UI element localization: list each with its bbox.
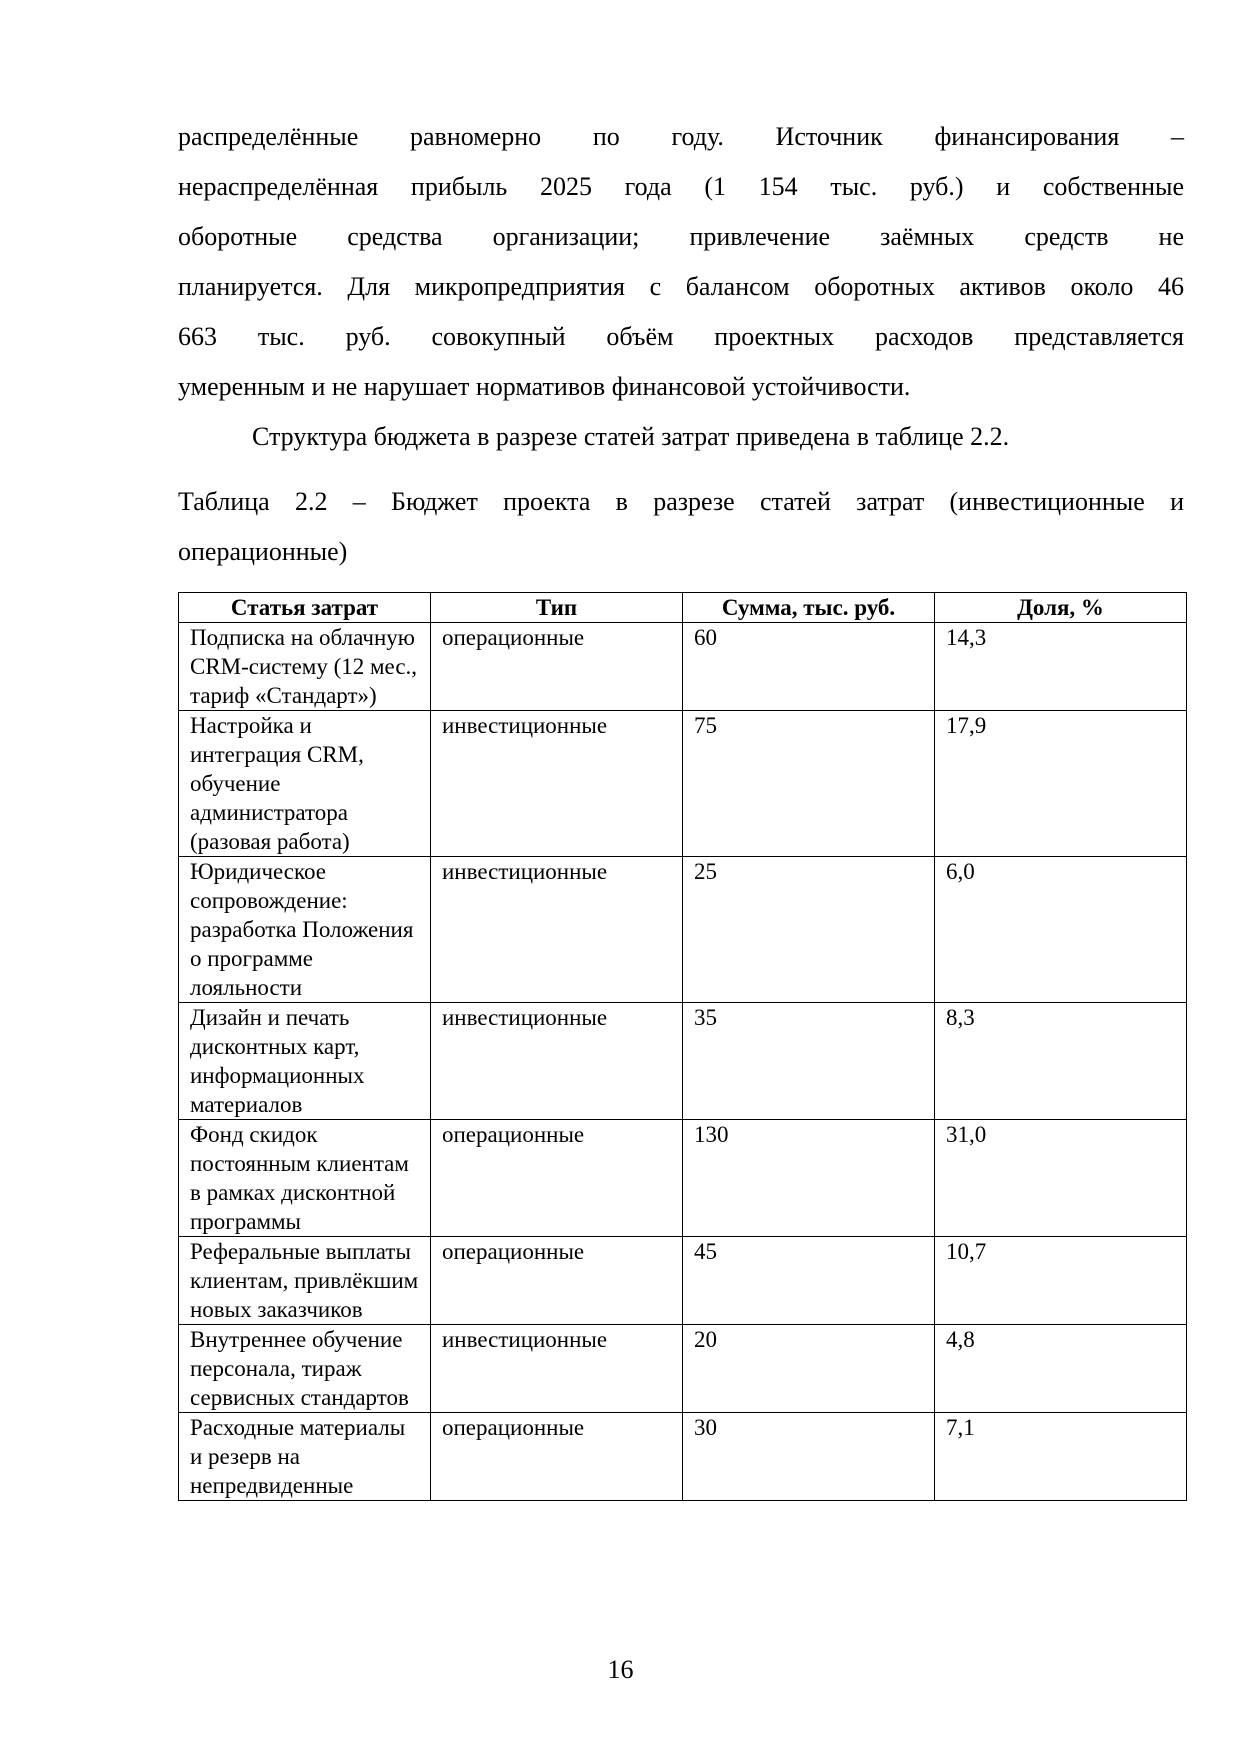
table-row bbox=[179, 711, 1187, 857]
cell-share: 8,3 bbox=[935, 1003, 1187, 1120]
cell-type: операционные bbox=[431, 1120, 683, 1237]
cell-share: 14,3 bbox=[935, 623, 1187, 711]
page-number: 16 bbox=[607, 1655, 634, 1684]
cell-amount: 45 bbox=[683, 1237, 935, 1325]
paragraph-line: планируется. Для микропредприятия с балансом оборотных активов около 46 bbox=[178, 272, 1184, 301]
paragraph-line: оборотные средства организации; привлечение заёмных средств не bbox=[178, 222, 1184, 251]
cell-share: 7,1 bbox=[935, 1413, 1187, 1501]
cell-cost-item: Дизайн и печать дисконтных карт, информационных материалов bbox=[179, 1003, 431, 1120]
cell-type: операционные bbox=[431, 623, 683, 711]
table-row bbox=[179, 1003, 1187, 1120]
cell-share: 10,7 bbox=[935, 1237, 1187, 1325]
header-share: Доля, % bbox=[935, 593, 1187, 623]
table-row bbox=[179, 857, 1187, 1003]
body-paragraph-financing bbox=[178, 112, 1184, 412]
header-type: Тип bbox=[431, 593, 683, 623]
paragraph-line: распределённые равномерно по году. Источник финансирования – bbox=[178, 122, 1184, 151]
paragraph-line: 663 тыс. руб. совокупный объём проектных расходов представляется bbox=[178, 322, 1184, 351]
header-amount: Сумма, тыс. руб. bbox=[683, 593, 935, 623]
cell-cost-item: Подписка на облачную CRM-систему (12 мес., тариф «Стандарт») bbox=[179, 623, 431, 711]
paragraph-line: умеренным и не нарушает нормативов финансовой устойчивости. bbox=[178, 372, 911, 401]
header-cost-item: Статья затрат bbox=[179, 593, 431, 623]
table-row bbox=[179, 623, 1187, 711]
cell-share: 17,9 bbox=[935, 711, 1187, 857]
cell-type: инвестиционные bbox=[431, 1003, 683, 1120]
cell-share: 31,0 bbox=[935, 1120, 1187, 1237]
cell-cost-item: Реферальные выплаты клиентам, привлёкшим новых заказчиков bbox=[179, 1237, 431, 1325]
cell-amount: 30 bbox=[683, 1413, 935, 1501]
table-row bbox=[179, 1413, 1187, 1501]
cell-amount: 35 bbox=[683, 1003, 935, 1120]
table-row bbox=[179, 1325, 1187, 1413]
body-paragraph-table-reference: Структура бюджета в разрезе статей затрат приведена в таблице 2.2. bbox=[252, 422, 1010, 451]
table-header-row bbox=[179, 593, 1187, 623]
cell-amount: 20 bbox=[683, 1325, 935, 1413]
cell-cost-item: Расходные материалы и резерв на непредвиденные bbox=[179, 1413, 431, 1501]
caption-line: операционные) bbox=[178, 537, 348, 566]
cell-amount: 130 bbox=[683, 1120, 935, 1237]
table-row bbox=[179, 1237, 1187, 1325]
cell-type: инвестиционные bbox=[431, 711, 683, 857]
cell-cost-item: Фонд скидок постоянным клиентам в рамках дисконтной программы bbox=[179, 1120, 431, 1237]
cell-amount: 75 bbox=[683, 711, 935, 857]
cell-type: операционные bbox=[431, 1237, 683, 1325]
caption-line: Таблица 2.2 – Бюджет проекта в разрезе статей затрат (инвестиционные и bbox=[178, 487, 1184, 516]
cell-type: инвестиционные bbox=[431, 857, 683, 1003]
table-caption bbox=[178, 477, 1184, 577]
cell-type: операционные bbox=[431, 1413, 683, 1501]
cell-cost-item: Внутреннее обучение персонала, тираж сервисных стандартов bbox=[179, 1325, 431, 1413]
cell-cost-item: Настройка и интеграция CRM, обучение администратора (разовая работа) bbox=[179, 711, 431, 857]
table-row bbox=[179, 1120, 1187, 1237]
paragraph-line: нераспределённая прибыль 2025 года (1 154 тыс. руб.) и собственные bbox=[178, 172, 1184, 201]
cell-cost-item: Юридическое сопровождение: разработка Положения о программе лояльности bbox=[179, 857, 431, 1003]
budget-table bbox=[178, 592, 1187, 1501]
cell-amount: 25 bbox=[683, 857, 935, 1003]
cell-type: инвестиционные bbox=[431, 1325, 683, 1413]
cell-amount: 60 bbox=[683, 623, 935, 711]
cell-share: 4,8 bbox=[935, 1325, 1187, 1413]
cell-share: 6,0 bbox=[935, 857, 1187, 1003]
